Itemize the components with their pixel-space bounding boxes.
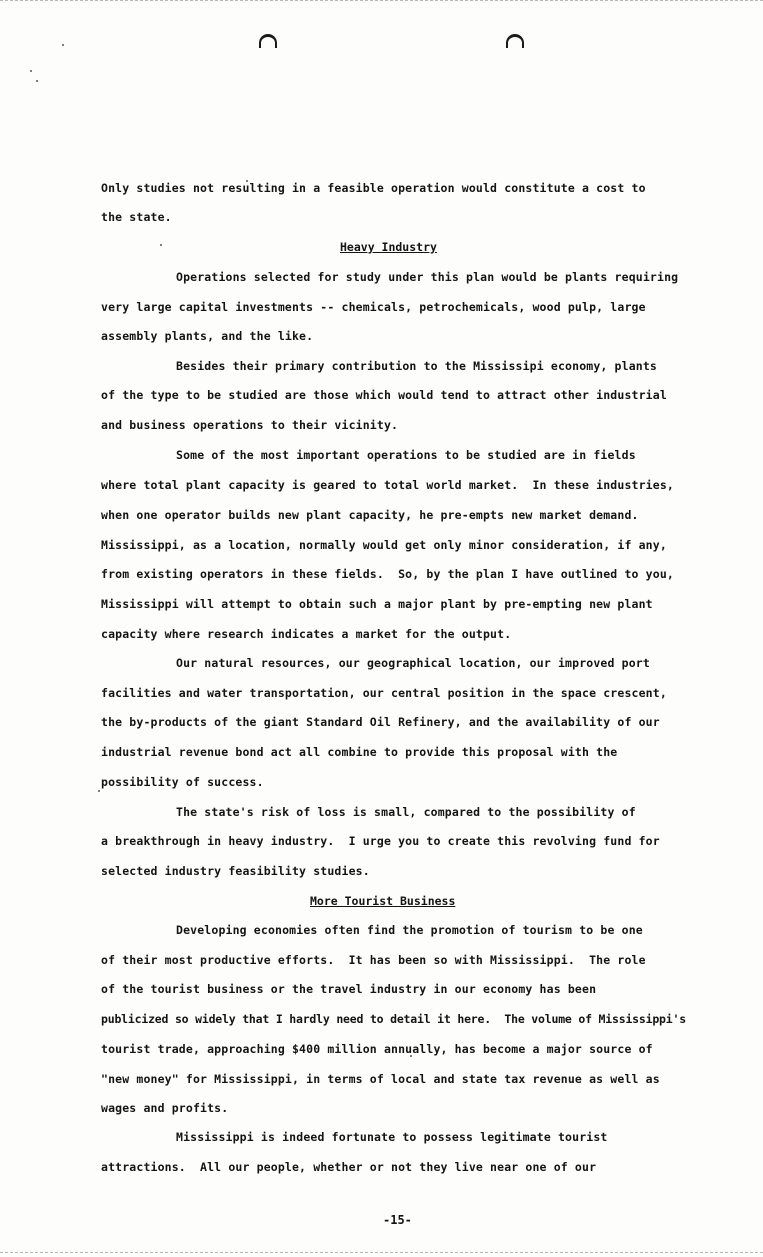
text-line: of the tourist business or the travel industry in our economy has been (101, 982, 597, 996)
speck (98, 790, 100, 792)
text-line: capacity where research indicates a market for the output. (101, 627, 512, 641)
text-line: the by-products of the giant Standard Oil Refinery, and the availability of our (101, 715, 660, 729)
text-line: "new money" for Mississippi, in terms of local and state tax revenue as well as (101, 1072, 660, 1086)
text-line: Some of the most important operations to be studied are in fields (176, 448, 636, 462)
text-line: attractions. All our people, whether or not they live near one of our (101, 1160, 597, 1174)
text-line: where total plant capacity is geared to total world market. In these industries, (101, 478, 674, 492)
text-line: The state's risk of loss is small, compared to the possibility of (176, 805, 636, 819)
speck (160, 244, 162, 246)
text-line: a breakthrough in heavy industry. I urge you to create this revolving fund for (101, 834, 660, 848)
speck (30, 70, 32, 72)
text-line: wages and profits. (101, 1101, 229, 1115)
text-line: and business operations to their vicinity. (101, 418, 399, 432)
text-line: from existing operators in these fields. So, by the plan I have outlined to you, (101, 567, 674, 581)
text-line: very large capital investments -- chemicals, petrochemicals, wood pulp, large (101, 300, 646, 314)
section-heading-heavy-industry: Heavy Industry (340, 240, 437, 254)
text-line: of their most productive efforts. It has been so with Mississippi. The role (101, 953, 646, 967)
text-line: the state. (101, 210, 172, 224)
text-line: assembly plants, and the like. (101, 329, 314, 343)
text-line: industrial revenue bond act all combine to provide this proposal with the (101, 745, 618, 759)
text-line: Only studies not resulting in a feasible operation would constitute a cost to (101, 181, 646, 195)
text-line: Developing economies often find the promotion of tourism to be one (176, 923, 643, 937)
text-line: publicized so widely that I hardly need to detail it here. The volume of Mississippi's (101, 1012, 686, 1026)
text-line: facilities and water transportation, our central position in the space crescent, (101, 686, 667, 700)
text-line: Mississippi, as a location, normally would get only minor consideration, if any, (101, 538, 667, 552)
text-line: Besides their primary contribution to the Mississipi economy, plants (176, 359, 658, 373)
scan-edge-bottom (0, 1252, 763, 1254)
text-line: Mississippi is indeed fortunate to possess legitimate tourist (176, 1130, 608, 1144)
text-line: selected industry feasibility studies. (101, 864, 370, 878)
text-line: Operations selected for study under this plan would be plants requiring (176, 270, 679, 284)
text-line: when one operator builds new plant capacity, he pre-empts new market demand. (101, 508, 639, 522)
section-heading-tourist-business: More Tourist Business (310, 894, 456, 908)
page-number: -15- (383, 1213, 412, 1227)
binder-hole-right (506, 34, 524, 48)
text-line: tourist trade, approaching $400 million annually, has become a major source of (101, 1042, 653, 1056)
speck (62, 44, 64, 46)
text-line: Our natural resources, our geographical location, our improved port (176, 656, 650, 670)
speck (36, 80, 38, 82)
text-line: possibility of success. (101, 775, 264, 789)
text-line: Mississippi will attempt to obtain such a major plant by pre-empting new plant (101, 597, 653, 611)
scan-edge-top (0, 0, 763, 2)
binder-hole-left (259, 34, 277, 48)
text-line: of the type to be studied are those which would tend to attract other industrial (101, 388, 667, 402)
